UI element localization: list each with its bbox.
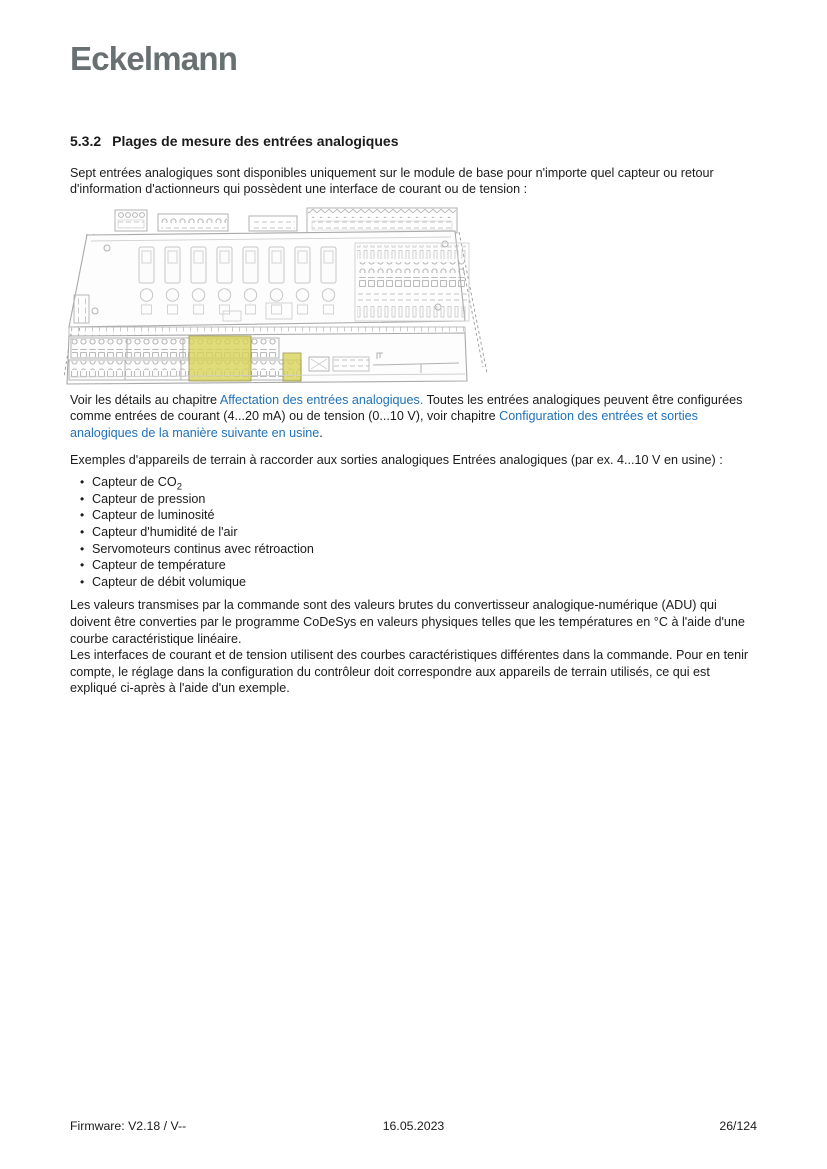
adu-paragraph: Les valeurs transmises par la commande sont des valeurs brutes du convertisseur analogique-numérique (ADU) qui doivent être converties par le programme CoDeSys en valeurs physiques telles que les températures en °C à l'aide d'une courbe caractéristique linéaire. [70, 598, 745, 646]
analog-input-highlight-main [189, 336, 251, 381]
list-item: • Capteur de pression [70, 491, 757, 508]
section-number: 5.3.2 [70, 132, 102, 149]
section-heading [70, 133, 757, 150]
analog-input-highlight-small [283, 353, 301, 381]
intro-paragraph: Sept entrées analogiques sont disponibles uniquement sur le module de base pour n'importe quel capteur ou retour d'information d'actionneurs qui possèdent une interface de courant ou de tension : [70, 165, 714, 197]
subscript: 2 [176, 481, 182, 493]
sensor-list [70, 474, 757, 590]
list-item: • Capteur de $CO_2$ [70, 474, 757, 491]
link-affectation-entrees-analogiques[interactable]: Affectation des entrées analogiques. [219, 392, 424, 407]
list-item: • Servomoteurs continus avec rétroaction [70, 541, 757, 558]
interfaces-paragraph: Les interfaces de courant et de tension utilisent des courbes caractéristiques différentes dans la commande. Pour en tenir compte, le réglage dans la configuration du contrôleur doit correspondre aux appareils de terrain utilisés, ce qui est expliqué ci-après à l'aide d'un exemple. [70, 648, 749, 696]
top-connector-strips [115, 208, 457, 233]
footer-page-number: 26/124 [719, 1119, 757, 1133]
details-seg1: Voir les détails au chapitre [70, 392, 220, 407]
list-item: • Capteur de débit volumique [70, 574, 757, 591]
list-item: • Capteur d'humidité de l'air [70, 524, 757, 541]
section-title: Plages de mesure des entrées analogiques [112, 132, 399, 149]
footer-date: 16.05.2023 [382, 1119, 445, 1133]
details-seg2: Toutes les entrées analogiques peuvent être configurées comme entrées de courant (4...20 mA) ou de tension (0...10 V), voir chapitre [70, 392, 743, 424]
list-item: • Capteur de température [70, 557, 757, 574]
eckelmann-logo: Eckelmann [70, 40, 238, 77]
figure-base-module [61, 207, 493, 388]
examples-paragraph: Exemples d'appareils de terrain à raccorder aux sorties analogiques Entrées analogiques (par ex. 4...10 V en usine) : [70, 452, 723, 467]
list-item: • Capteur de luminosité [70, 507, 757, 524]
details-paragraph [70, 392, 757, 442]
io-pin-field [355, 243, 469, 321]
footer-firmware: Firmware: V2.18 / V-- [70, 1119, 187, 1133]
details-seg3: . [319, 426, 323, 441]
footer [70, 1118, 757, 1135]
module-technical-drawing [61, 207, 493, 388]
link-configuration-entrees-sorties[interactable]: Configuration des entrées et sorties analogiques de la manière suivante en usine [70, 409, 698, 441]
